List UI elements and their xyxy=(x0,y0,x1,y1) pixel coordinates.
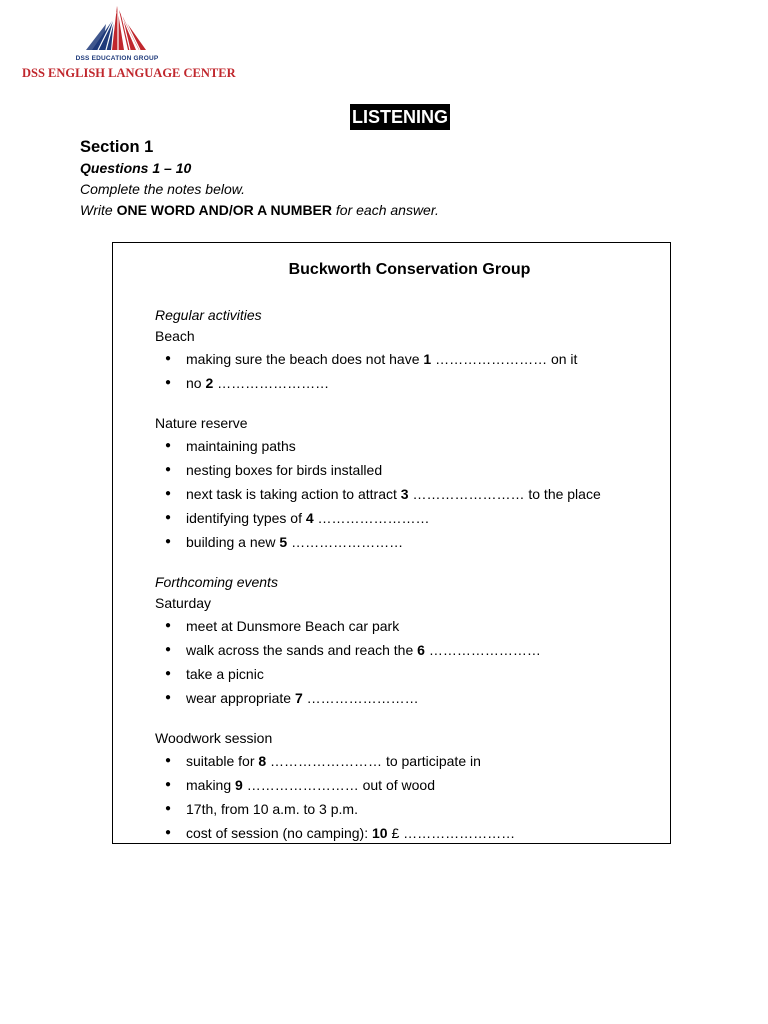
item-text: meet at Dunsmore Beach car park xyxy=(186,618,400,634)
saturday-label: Saturday xyxy=(155,595,212,611)
instruction-complete: Complete the notes below. xyxy=(80,181,245,197)
logo-group-text: DSS EDUCATION GROUP xyxy=(75,55,159,62)
list-item xyxy=(155,482,655,506)
item-text: suitable for xyxy=(186,753,259,769)
item-text: identifying types of xyxy=(186,510,306,526)
list-item xyxy=(155,434,655,458)
answer-blank: …………………… xyxy=(313,510,430,526)
list-item xyxy=(155,797,655,821)
item-text: wear appropriate xyxy=(186,690,295,706)
nature-list xyxy=(155,434,655,554)
logo-center-text: DSS ENGLISH LANGUAGE CENTER xyxy=(22,66,236,80)
question-number: 8 xyxy=(258,753,267,769)
list-item xyxy=(155,662,655,686)
questions-range: Questions 1 – 10 xyxy=(80,160,192,176)
section-header xyxy=(80,136,680,221)
list-item xyxy=(155,821,655,845)
answer-blank: …………………… out of wood xyxy=(242,777,435,793)
list-item xyxy=(155,749,655,773)
answer-blank: …………………… to the place xyxy=(408,486,601,502)
list-item xyxy=(155,638,655,662)
question-number: 9 xyxy=(235,777,243,793)
logo-emblem-icon xyxy=(84,4,154,54)
item-text: next task is taking action to attract xyxy=(186,486,401,502)
question-number: 3 xyxy=(400,486,409,502)
question-number: 10 xyxy=(371,825,388,841)
beach-label: Beach xyxy=(155,328,195,344)
answer-blank: …………………… on it xyxy=(431,351,578,367)
instruction-write-post: for each answer. xyxy=(332,202,439,218)
item-text: 17th, from 10 a.m. to 3 p.m. xyxy=(186,801,358,817)
item-text: no xyxy=(186,375,206,391)
list-item xyxy=(155,347,655,371)
saturday-list xyxy=(155,614,655,710)
list-item xyxy=(155,371,655,395)
item-text: nesting boxes for birds installed xyxy=(186,462,383,478)
item-text: maintaining paths xyxy=(186,438,296,454)
item-text: walk across the sands and reach the xyxy=(186,642,418,658)
woodwork-list xyxy=(155,749,655,845)
nature-reserve-label: Nature reserve xyxy=(155,415,248,431)
question-number: 2 xyxy=(205,375,214,391)
answer-blank: £ …………………… xyxy=(387,825,516,841)
page-title: LISTENING xyxy=(350,104,450,130)
item-text: making xyxy=(186,777,236,793)
answer-blank: …………………… xyxy=(302,690,419,706)
woodwork-label: Woodwork session xyxy=(155,730,273,746)
instruction-write-pre: Write xyxy=(80,202,117,218)
question-number: 4 xyxy=(305,510,314,526)
list-item xyxy=(155,773,655,797)
question-number: 6 xyxy=(417,642,425,658)
forthcoming-events-label: Forthcoming events xyxy=(155,574,278,590)
list-item xyxy=(155,686,655,710)
answer-blank: …………………… xyxy=(213,375,330,391)
question-number: 7 xyxy=(294,690,303,706)
answer-blank: …………………… to participate in xyxy=(266,753,481,769)
logo xyxy=(22,4,242,80)
item-text: building a new xyxy=(186,534,280,550)
item-text: take a picnic xyxy=(186,666,264,682)
item-text: making sure the beach does not have xyxy=(186,351,424,367)
answer-blank: …………………… xyxy=(287,534,404,550)
beach-list xyxy=(155,347,655,395)
list-item xyxy=(155,614,655,638)
instruction-write xyxy=(80,200,680,221)
notes-title: Buckworth Conservation Group xyxy=(288,261,531,278)
question-number: 5 xyxy=(279,534,288,550)
list-item xyxy=(155,506,655,530)
instruction-write-bold: ONE WORD AND/OR A NUMBER xyxy=(116,202,332,218)
notes-content xyxy=(155,305,655,845)
list-item xyxy=(155,458,655,482)
item-text: cost of session (no camping): xyxy=(186,825,372,841)
list-item xyxy=(155,530,655,554)
question-number: 1 xyxy=(423,351,432,367)
regular-activities-label: Regular activities xyxy=(155,307,262,323)
answer-blank: …………………… xyxy=(424,642,541,658)
notes-box xyxy=(112,242,671,844)
section-title: Section 1 xyxy=(80,138,154,156)
